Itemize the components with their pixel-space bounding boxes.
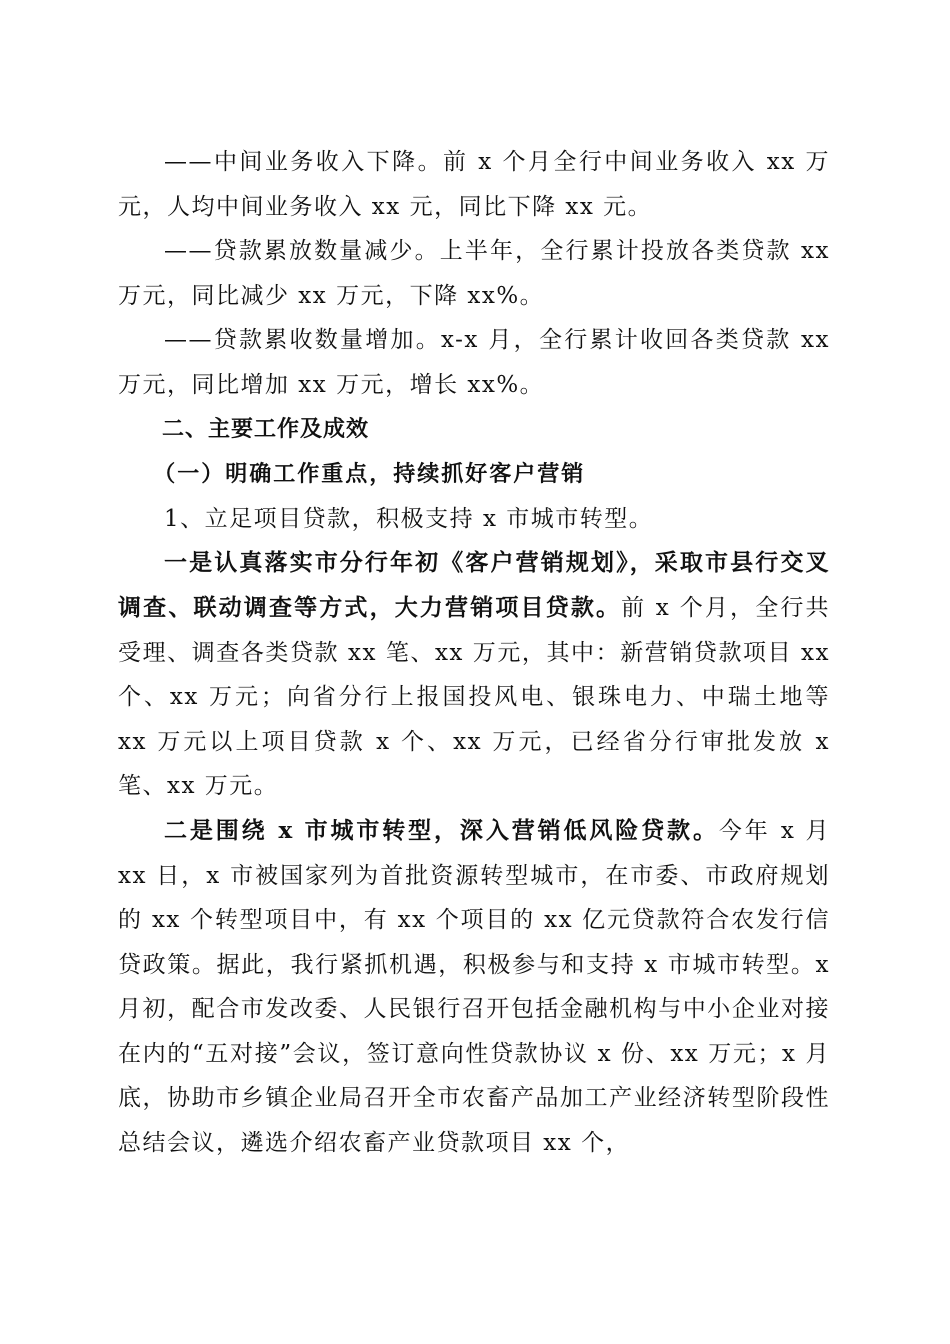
point-two-lead: 二是围绕 x 市城市转型，深入营销低风险贷款。	[164, 816, 719, 844]
point-two-body: 今年 x 月 xx 日，x 市被国家列为首批资源转型城市，在市委、市政府规划的 xx 个转型项目中，有 xx 个项目的 xx 亿元贷款符合农发行信贷政策。据此，我行紧抓机遇，积极参与和支持 x 市城市转型。x 月初，配合市发改委、人民银行召开包括金融机构与中小企业对接在内的“五对接”会议，签订意向性贷款协议 x 份、xx 万元；x 月底，协助市乡镇企业局召开全市农畜产品加工产业经济转型阶段性总结会议，遴选介绍农畜产业贷款项目 xx 个，	[118, 817, 831, 1157]
subsection-heading: （一）明确工作重点，持续抓好客户营销	[153, 461, 586, 488]
point-one-lead: 一是认真落实市分行年初《客户营销规划》，采取市县行交叉调查、联动调查等方式，大力营销项目贷款。	[118, 549, 830, 621]
document-page	[118, 140, 830, 1166]
paragraph-loan-recovery: ——贷款累收数量增加。x-x 月，全行累计收回各类贷款 xx 万元，同比增加 xx 万元，增长 xx%。	[118, 327, 830, 398]
paragraph-intermediate-income: ——中间业务收入下降。前 x 个月全行中间业务收入 xx 万元，人均中间业务收入 xx 元，同比下降 xx 元。	[118, 149, 830, 220]
paragraph-point-one	[118, 541, 830, 809]
paragraph-point-two	[118, 809, 830, 1166]
paragraph-loan-issuance: ——贷款累放数量减少。上半年，全行累计投放各类贷款 xx 万元，同比减少 xx 万元，下降 xx%。	[118, 238, 830, 309]
section-heading: 二、主要工作及成效	[162, 416, 370, 442]
item-heading: 1、立足项目贷款，积极支持 x 市城市转型。	[164, 505, 654, 532]
point-one-body: 前 x 个月，全行共受理、调查各类贷款 xx 笔、xx 万元，其中：新营销贷款项目 xx 个、xx 万元；向省分行上报国投风电、银珠电力、中瑞土地等 xx 万元以上项目贷款 x 个、xx 万元，已经省分行审批发放 x 笔、xx 万元。	[118, 594, 831, 800]
